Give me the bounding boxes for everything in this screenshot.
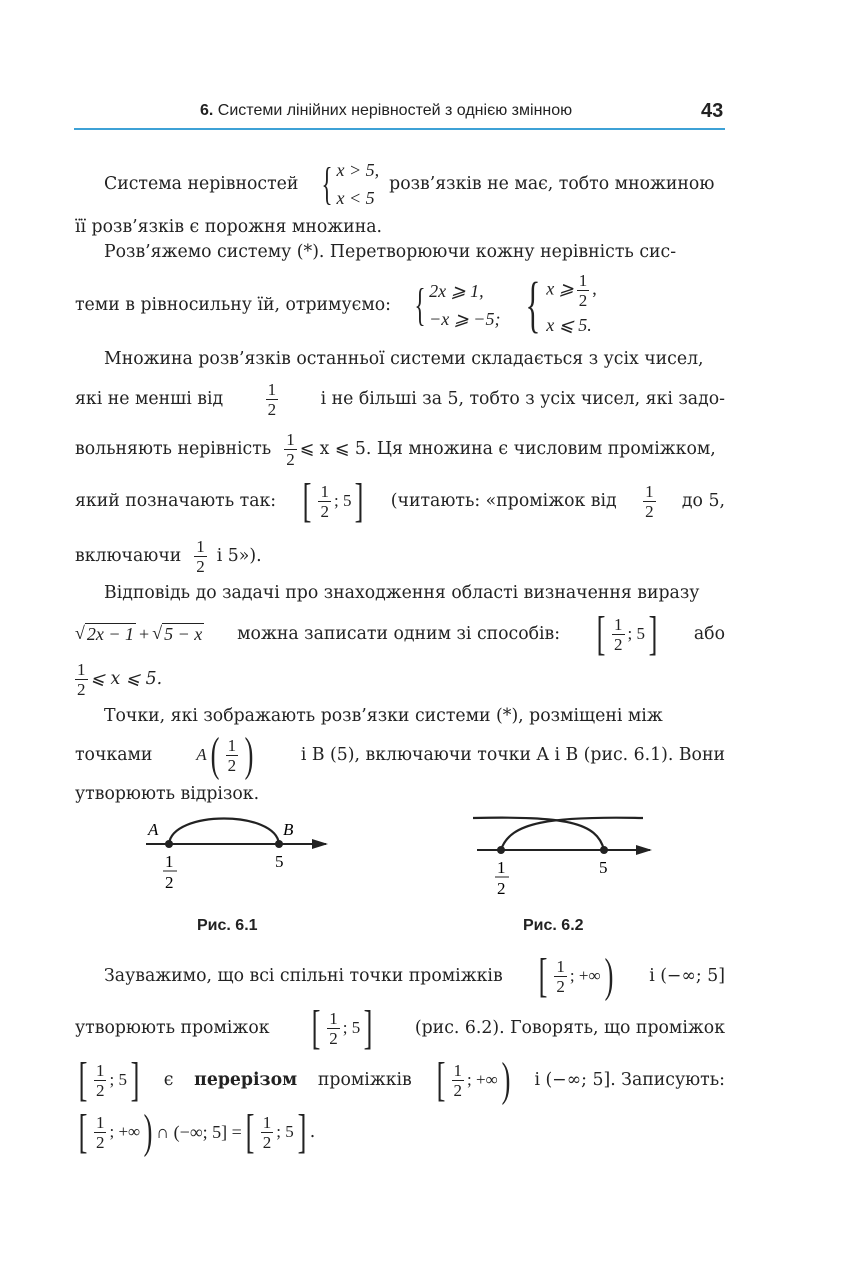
interval-closed: [ $\frac{1}{2}$ ; 5 ] [311, 1001, 373, 1054]
p2-text-b: теми в рівносильну їй, отримуємо: [75, 295, 391, 315]
interval-closed: [ $\frac{1}{2}$ ; 5 ] [303, 474, 364, 527]
sys2-row2: x ⩽ 5. [546, 314, 592, 335]
five: 5 [351, 1018, 361, 1037]
p4-text-d: ⩽ x ⩽ 5. [90, 669, 163, 689]
p6-text-d: ∩ (−∞; 5] = [156, 1121, 242, 1142]
inf-plus: +∞ [578, 966, 601, 985]
p3-text-e1: включаючи [75, 546, 182, 566]
p1-text-c: її розв’язків є порожня множина. [75, 217, 383, 237]
p6-text-c3: і (−∞; 5]. Записують: [534, 1070, 725, 1090]
p1-text-b: розв’язків не має, тобто множиною [389, 174, 715, 194]
p2-line2 [75, 265, 725, 345]
frac-num: 1 [95, 1060, 105, 1080]
figure-6-2 [465, 810, 665, 900]
frac-num: 1 [227, 735, 237, 755]
frac-den: 2 [196, 556, 205, 576]
running-header [200, 102, 572, 120]
label-a: A [196, 745, 207, 764]
frac-num: 1 [614, 614, 623, 634]
frac-den: 2 [286, 449, 295, 469]
sqrt-arg1: 2x − 1 [86, 624, 135, 644]
p3-text-e2: і 5»). [216, 546, 262, 566]
p1-line2 [75, 215, 725, 239]
p4-text-c: або [693, 624, 725, 644]
frac-den: 2 [614, 634, 623, 654]
term-intersection: перерізом [194, 1070, 298, 1090]
p6-text-c1: є [163, 1070, 174, 1090]
page-number: 43 [701, 100, 724, 122]
five: 5 [342, 491, 352, 510]
frac-den: 2 [556, 976, 565, 996]
p6-text-b2: (рис. 6.2). Говорять, що проміжок [414, 1018, 725, 1038]
interval-closed: [ $\frac{1}{2}$ ; 5 ] [596, 607, 658, 660]
p5-line1 [104, 704, 725, 728]
sep: ; [276, 1122, 282, 1141]
section-number: 6. [200, 102, 214, 119]
p6-text-c2: проміжків [317, 1070, 412, 1090]
p4-line1 [104, 581, 725, 605]
tick-five: 5 [599, 858, 608, 877]
frac-num: 1 [556, 956, 565, 976]
p2-line1 [104, 240, 725, 264]
p6-line3 [75, 1054, 725, 1106]
frac-den: 2 [95, 1080, 105, 1100]
point-a-dot [165, 840, 173, 848]
five: 5 [285, 1122, 294, 1141]
five: 5 [118, 1070, 127, 1089]
frac-num: 1 [262, 1112, 272, 1132]
inf-plus: +∞ [118, 1122, 141, 1141]
tick-half-num: 1 [165, 852, 174, 871]
frac-den: 2 [329, 1028, 338, 1048]
p2-text-a: Розв’яжемо систему (*). Перетворюючи кожну нерівність сис- [104, 242, 677, 262]
section-title: Системи лінійних нерівностей з однією змінною [217, 102, 573, 119]
p5-text-c: утворюють відрізок. [75, 784, 260, 804]
interval-closed: [ $\frac{1}{2}$ ; 5 ] [245, 1105, 307, 1158]
p6-text-a: Зауважимо, що всі спільні точки проміжків [104, 966, 503, 986]
sys1-row1: 2x ⩾ 1, [429, 281, 484, 301]
sys-row1: x > 5, [336, 160, 380, 180]
p1-line1 [104, 158, 725, 210]
figure-6-1 [140, 815, 340, 895]
p3-text-d1: який позначають так: [75, 491, 277, 511]
p3-text-b1: які не менші від [75, 389, 224, 409]
sep: ; [467, 1070, 472, 1089]
point-b-dot [275, 840, 283, 848]
p3-text-d2: (читають: «проміжок від [390, 491, 617, 511]
sqrt-expression: √ 2x − 1 + √ 5 − x [75, 623, 203, 644]
frac-num: 1 [196, 536, 205, 556]
sep: ; [627, 624, 633, 643]
p4-text-b: можна записати одним зі способів: [237, 624, 561, 644]
sys-row2: x < 5 [336, 188, 375, 208]
p6-line4: [ $\frac{1}{2}$ ; +∞ ) ∩ (−∞; 5] = [ $\frac{1}{2}$ ; 5 ] . [75, 1106, 725, 1158]
frac-den: 2 [267, 399, 277, 419]
sep: ; [109, 1070, 115, 1089]
frac-den: 2 [262, 1132, 272, 1152]
p3-line4 [75, 475, 725, 527]
sep: ; [342, 1018, 348, 1037]
header-rule [74, 128, 725, 130]
inf-plus: +∞ [476, 1070, 498, 1089]
point-half-dot [497, 846, 505, 854]
frac-den: 2 [645, 501, 654, 521]
segment-arc [169, 819, 279, 845]
frac-num: 1 [578, 270, 588, 290]
frac-den: 2 [320, 501, 329, 521]
sys1-row2: −x ⩾ −5; [429, 309, 501, 329]
p3-text-c2: ⩽ x ⩽ 5. Ця множина є числовим проміжком, [299, 439, 716, 459]
p6-line1 [104, 950, 725, 1002]
sep: ; [569, 966, 575, 985]
sep: ; [333, 491, 339, 510]
p6-line2 [75, 1002, 725, 1054]
p3-line5 [75, 533, 725, 579]
five: 5 [636, 624, 645, 643]
label-b: B [283, 820, 294, 839]
axis-arrow [636, 845, 652, 855]
p3-text-b2: і не більші за 5, тобто з усіх чисел, які задо- [320, 389, 725, 409]
p1-text-a: Система нерівностей [104, 174, 299, 194]
system-step1: { 2x ⩾ 1, −x ⩾ −5; [409, 277, 500, 333]
sys2-row1: x ⩾ [546, 278, 574, 299]
p6-text-a2: і (−∞; 5] [649, 966, 725, 986]
frac-num: 1 [329, 1008, 338, 1028]
p5-line3 [75, 782, 725, 806]
axis-arrow [312, 839, 328, 849]
p4-line2 [75, 607, 725, 661]
p5-text-a: Точки, які зображають розв’язки системи (*), розміщені між [104, 706, 663, 726]
figure-6-1-caption: Рис. 6.1 [197, 917, 258, 934]
frac-num: 1 [77, 659, 86, 679]
tick-five: 5 [275, 852, 284, 871]
p4-text-a: Відповідь до задачі про знаходження області визначення виразу [104, 583, 700, 603]
tick-half-den: 2 [497, 879, 506, 898]
tick-half-den: 2 [165, 873, 174, 892]
frac-num: 1 [267, 379, 277, 399]
frac-den: 2 [227, 755, 237, 775]
p3-text-a: Множина розв’язків останньої системи складається з усіх чисел, [104, 349, 704, 369]
figure-6-2-caption: Рис. 6.2 [523, 917, 584, 934]
frac-den: 2 [578, 290, 588, 310]
frac-num: 1 [320, 481, 329, 501]
p3-text-c1: вольняють нерівність [75, 439, 272, 459]
interval-half-open: [ $\frac{1}{2}$ ; +∞ ) [78, 1105, 153, 1158]
p5-text-b2: і B (5), включаючи точки A і B (рис. 6.1). Вони [300, 745, 725, 765]
p4-line3 [75, 656, 725, 702]
interval-half-open: [ $\frac{1}{2}$ ; +∞ ) [538, 949, 613, 1002]
system-step2: { x ⩾ $\frac{1}{2}$ , x ⩽ 5. [525, 270, 597, 339]
frac-den: 2 [453, 1080, 463, 1100]
p3-text-d3: до 5, [681, 491, 725, 511]
p5-line2 [75, 729, 725, 781]
p3-line3 [75, 426, 725, 472]
interval-closed: [ $\frac{1}{2}$ ; 5 ] [78, 1053, 140, 1106]
label-a: A [148, 820, 159, 839]
p3-line1 [104, 347, 725, 371]
frac-den: 2 [95, 1132, 105, 1152]
frac-num: 1 [645, 481, 654, 501]
frac-num: 1 [453, 1060, 463, 1080]
frac-num: 1 [286, 429, 295, 449]
sqrt-arg2: 5 − x [164, 624, 203, 644]
frac-num: 1 [95, 1112, 105, 1132]
p5-text-b1: точками [75, 745, 153, 765]
interval-half-open: [ $\frac{1}{2}$ ; +∞ ) [436, 1053, 511, 1106]
sep: ; [109, 1122, 115, 1141]
system-empty: { x > 5, x < 5 [316, 156, 379, 212]
p6-text-b1: утворюють проміжок [75, 1018, 270, 1038]
p3-line2 [75, 376, 725, 422]
tick-half-num: 1 [497, 858, 506, 877]
frac-den: 2 [77, 679, 86, 699]
point-five-dot [600, 846, 608, 854]
point-a: A ( $\frac{1}{2}$ ) [196, 728, 254, 781]
